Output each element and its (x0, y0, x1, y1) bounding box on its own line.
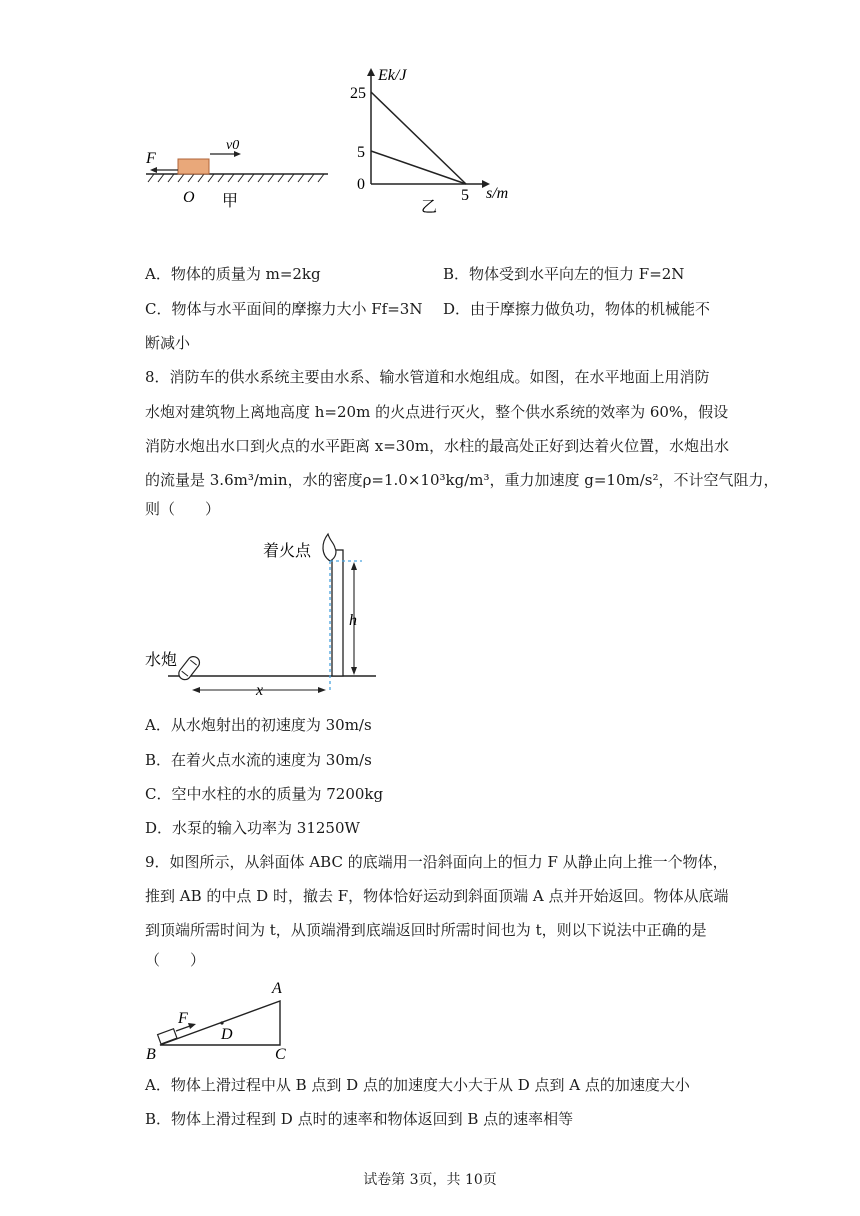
flame-icon (323, 534, 336, 561)
q8-option-c: C．空中水柱的水的质量为 7200kg (145, 785, 384, 803)
q7-option-c: C．物体与水平面间的摩擦力大小 Ff=3N (145, 300, 423, 318)
tick-5-y: 5 (357, 144, 365, 161)
x-label: x (256, 682, 264, 699)
h-label: h (349, 612, 357, 629)
origin-O-label: O (183, 189, 195, 206)
tick-5-x: 5 (461, 187, 469, 204)
figure-water-cannon (140, 525, 390, 700)
q8-option-d: D．水泵的输入功率为 31250W (145, 819, 360, 837)
figure-incline (140, 975, 310, 1065)
q9-stem-line-1: 9．如图所示，从斜面体 ABC 的底端用一沿斜面向上的恒力 F 从静止向上推一个物体， (145, 853, 728, 871)
s-axis-label: s/m (486, 185, 509, 202)
point-A-label: A (272, 980, 282, 997)
q8-stem-line-4: 的流量是 3.6m³/min，水的密度ρ=1.0×10³kg/m³，重力加速度 g=10m/s²，不计空气阻力， (145, 471, 779, 489)
cannon-label: 水炮 (145, 652, 178, 669)
point-B-label: B (146, 1046, 156, 1063)
q9-option-a: A．物体上滑过程中从 B 点到 D 点的加速度大小大于从 D 点到 A 点的加速度大小 (145, 1076, 690, 1094)
q7-option-d: D．由于摩擦力做负功，物体的机械能不 (443, 300, 711, 318)
ek-axis-label: Ek/J (378, 67, 407, 84)
q8-option-a: A．从水炮射出的初速度为 30m/s (145, 716, 372, 734)
tick-0: 0 (357, 176, 365, 193)
q8-stem-line-3: 消防水炮出水口到火点的水平距离 x=30m，水柱的最高处正好到达着火位置，水炮出水 (145, 437, 730, 455)
q7-option-b: B．物体受到水平向左的恒力 F=2N (443, 265, 685, 283)
point-C-label: C (275, 1046, 286, 1063)
yi-label: 乙 (421, 199, 438, 216)
cannon-icon (176, 654, 201, 682)
incline-block (158, 1029, 177, 1044)
point-D-label: D (221, 1026, 233, 1043)
tick-25: 25 (350, 85, 366, 102)
q8-stem-line-1: 8．消防车的供水系统主要由水系、输水管道和水炮组成。如图，在水平地面上用消防 (145, 368, 710, 386)
q9-stem-line-4: （ ） (145, 951, 206, 969)
jia-label: 甲 (222, 193, 239, 210)
fire-point-label: 着火点 (263, 543, 312, 560)
figure-jia (140, 130, 340, 220)
q8-option-b: B．在着火点水流的速度为 30m/s (145, 751, 372, 769)
page-footer: 试卷第 3页，共 10页 (363, 1172, 497, 1188)
q9-stem-line-3: 到顶端所需时间为 t，从顶端滑到底端返回时所需时间也为 t，则以下说法中正确的是 (145, 921, 707, 939)
q8-stem-line-5: 则（ ） (145, 500, 221, 518)
q7-option-d-cont: 断减小 (145, 334, 191, 352)
v0-label: v0 (226, 138, 240, 153)
q9-option-b: B．物体上滑过程到 D 点时的速率和物体返回到 B 点的速率相等 (145, 1110, 574, 1128)
building (332, 550, 343, 676)
q7-option-a: A．物体的质量为 m=2kg (145, 265, 321, 283)
force-F-label: F (146, 150, 156, 167)
figure-yi-ek-s-graph (340, 62, 540, 222)
incline-F-label: F (178, 1010, 188, 1027)
q9-stem-line-2: 推到 AB 的中点 D 时，撤去 F，物体恰好运动到斜面顶端 A 点并开始返回。物体从底端 (145, 887, 729, 905)
q8-stem-line-2: 水炮对建筑物上离地高度 h=20m 的火点进行灭火，整个供水系统的效率为 60%，假设 (145, 403, 729, 421)
block (178, 159, 209, 174)
